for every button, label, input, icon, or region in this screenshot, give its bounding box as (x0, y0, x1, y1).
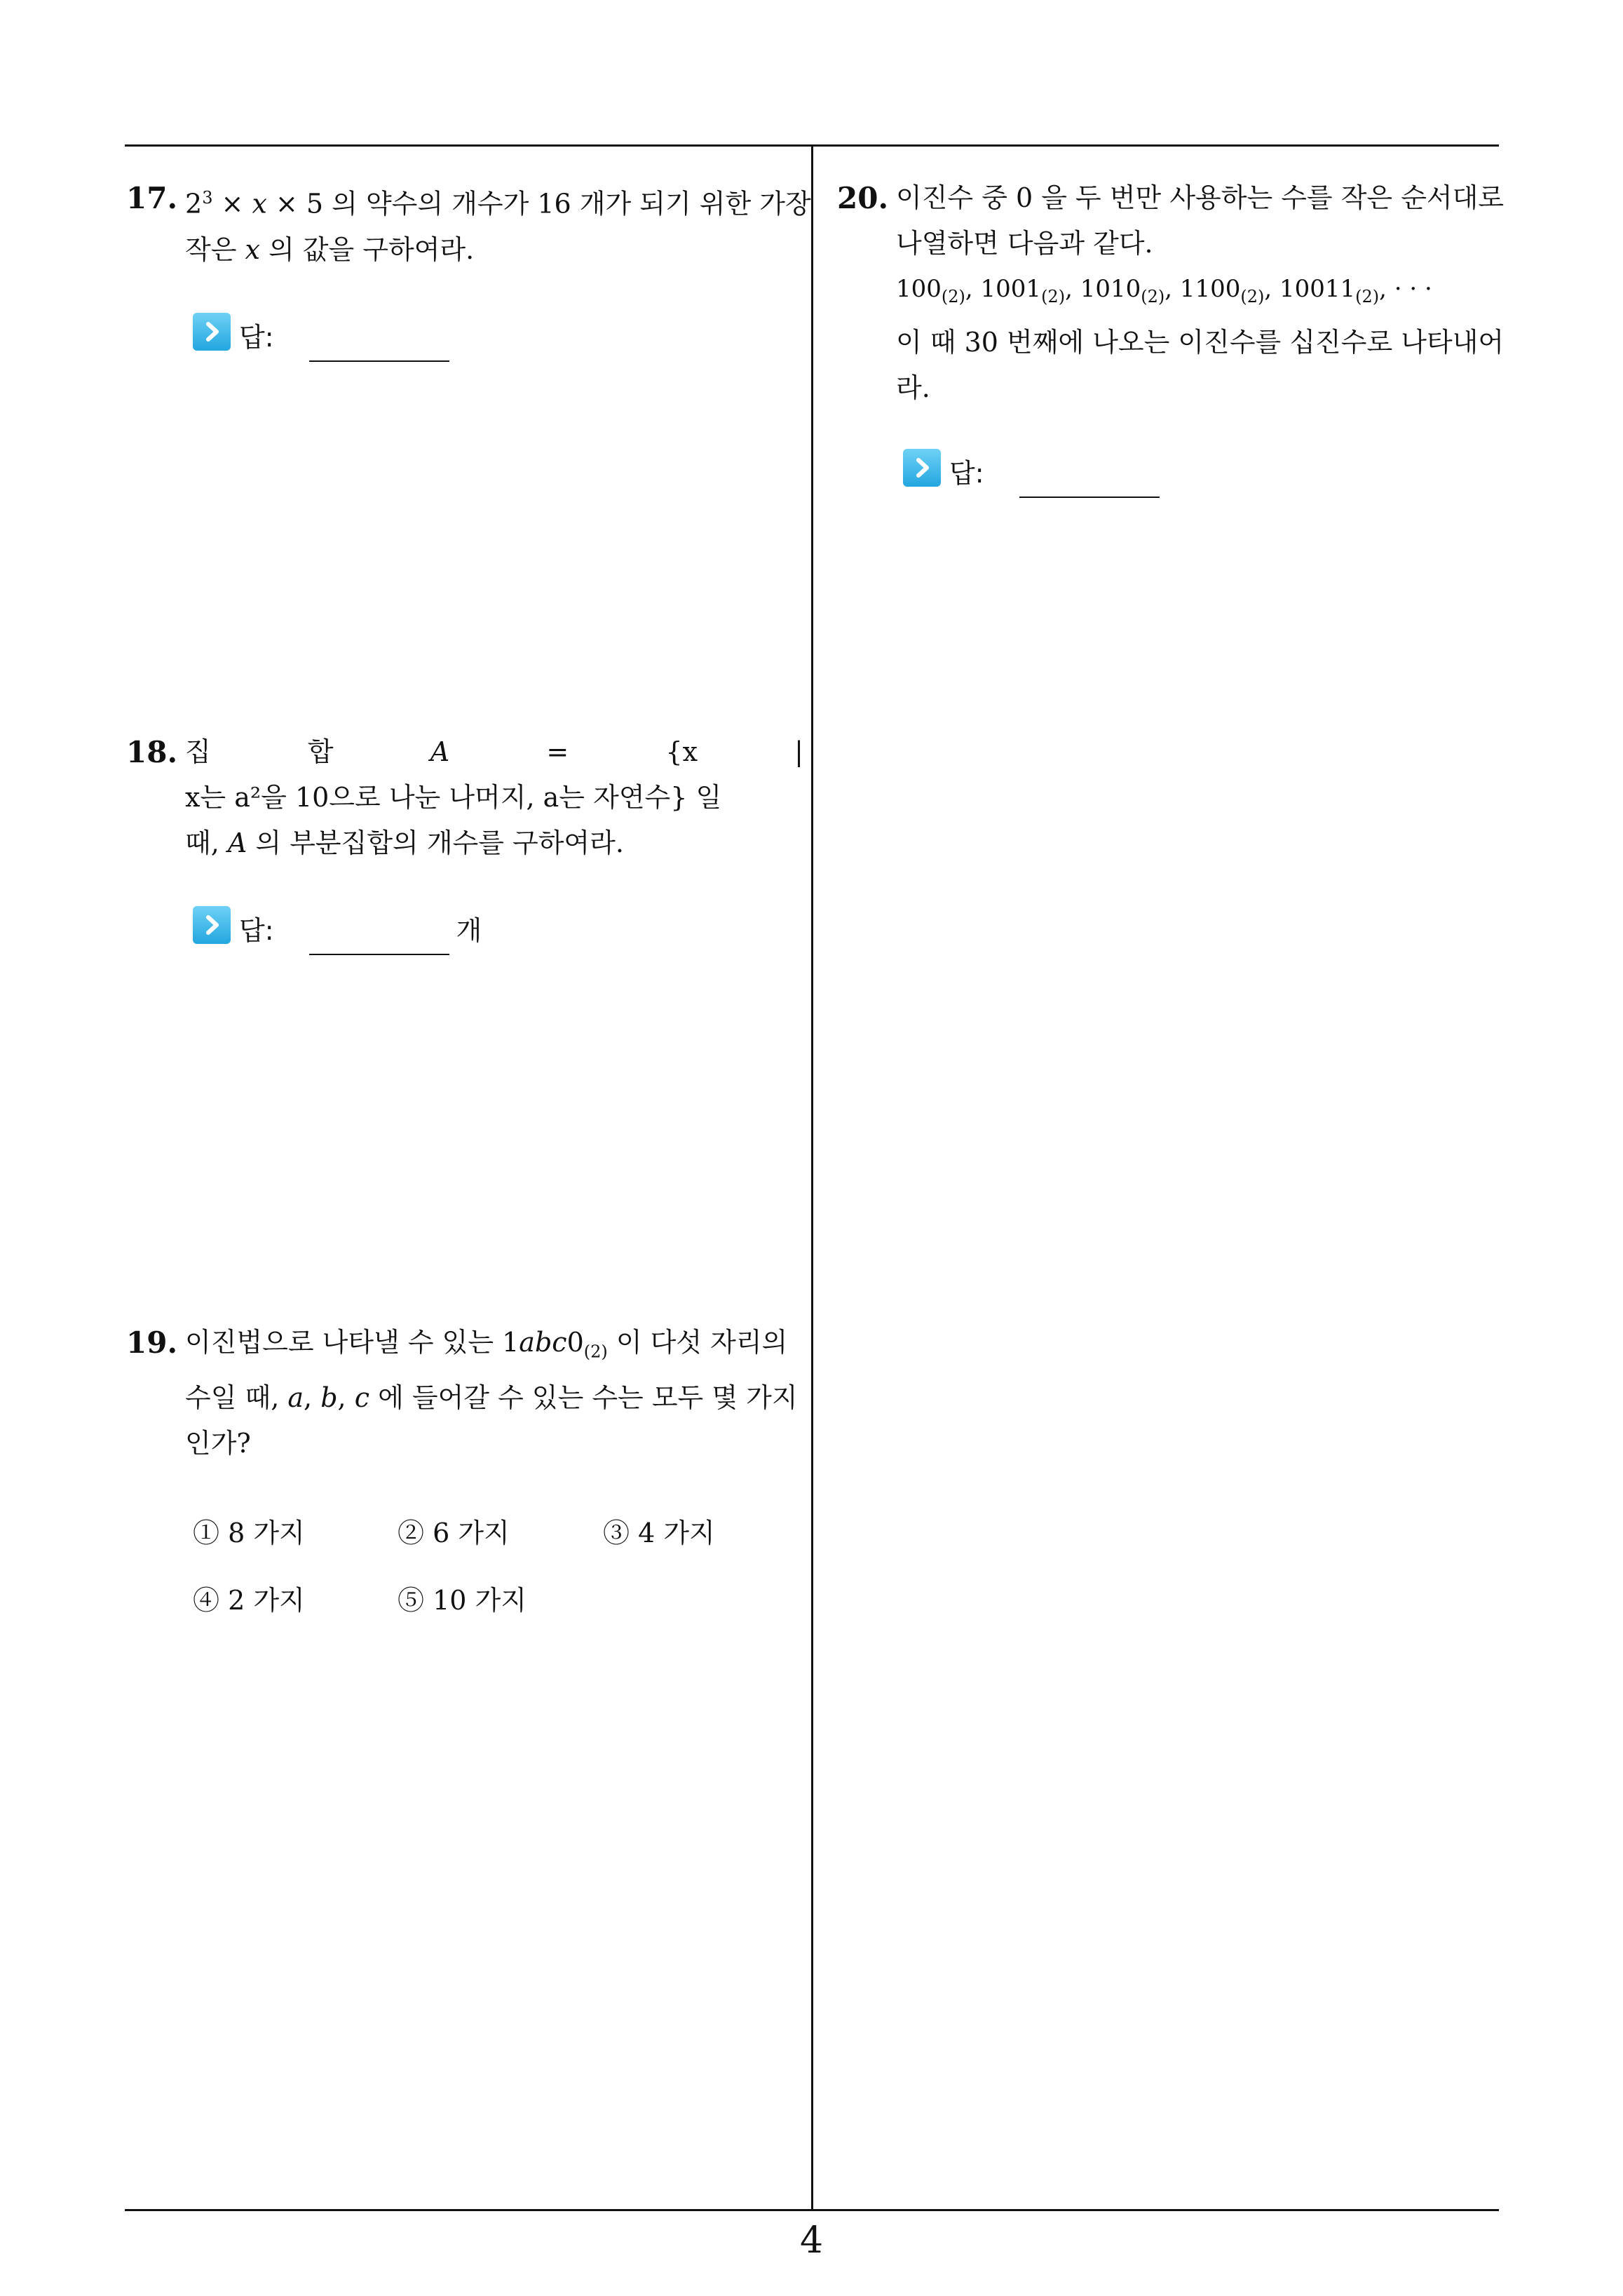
question-number: 20. (837, 181, 889, 215)
question-text: 이진수 중 0 을 두 번만 사용하는 수를 작은 순서대로 나열하면 다음과 같다. $100_{(2)}$, $1001_{(2)}$, $1010_{(2)}$, $1100_{(2)}$, $10011_{(2)}$, · · · 이 때 30 번째에 나오는 이진수를 십진수로 나타내어 라. (896, 175, 1510, 411)
question-number: 18. (126, 735, 178, 769)
answer-unit: 개 (456, 915, 482, 946)
answer-field-20[interactable] (903, 449, 1160, 498)
answer-label: 답: (239, 915, 274, 946)
answer-blank[interactable] (1019, 457, 1160, 498)
answer-field-18[interactable] (193, 906, 482, 955)
question-17 (126, 175, 811, 273)
question-text: 집 합 A = {x | (185, 736, 803, 767)
answer-label: 답: (239, 322, 274, 353)
chevron-right-icon (903, 449, 941, 487)
choice-3[interactable]: ③ 4 가지 (603, 1518, 715, 1548)
choice-5[interactable]: ⑤ 10 가지 (398, 1585, 527, 1616)
question-number: 17. (126, 181, 178, 215)
question-text-cont: x는 a²을 10으로 나눈 나머지, a는 자연수} 일 때, A 의 부분집합의 개수를 구하여라. (185, 782, 722, 858)
question-text: $2^3 \times x \times 5$ 의 약수의 개수가 16 개가 되기 위한 가장 작은 x 의 값을 구하여라. (185, 188, 811, 265)
answer-field-17[interactable] (193, 313, 449, 362)
question-number: 19. (126, 1325, 178, 1360)
chevron-right-icon (193, 313, 231, 351)
binary-sequence: $100_{(2)}$, $1001_{(2)}$, $1010_{(2)}$, $1100_{(2)}$, $10011_{(2)}$, · · · (896, 275, 1432, 306)
question-19 (126, 1320, 803, 1466)
answer-label: 답: (949, 458, 984, 489)
column-divider (811, 144, 813, 2211)
bottom-rule (125, 2209, 1499, 2211)
question-20 (837, 175, 1510, 411)
choice-2[interactable]: ② 6 가지 (398, 1518, 510, 1548)
answer-blank[interactable] (309, 321, 449, 362)
choice-4[interactable]: ④ 2 가지 (193, 1585, 305, 1616)
question-text: 이진법으로 나타낼 수 있는 $1abc0_{(2)}$ 이 다섯 자리의 수일 때, a, b, c 에 들어갈 수 있는 수는 모두 몇 가지 인가? (185, 1327, 798, 1459)
answer-blank[interactable] (309, 914, 449, 955)
question-18 (126, 729, 803, 866)
page-number: 4 (799, 2220, 824, 2262)
chevron-right-icon (193, 906, 231, 944)
choice-1[interactable]: ① 8 가지 (193, 1518, 305, 1548)
